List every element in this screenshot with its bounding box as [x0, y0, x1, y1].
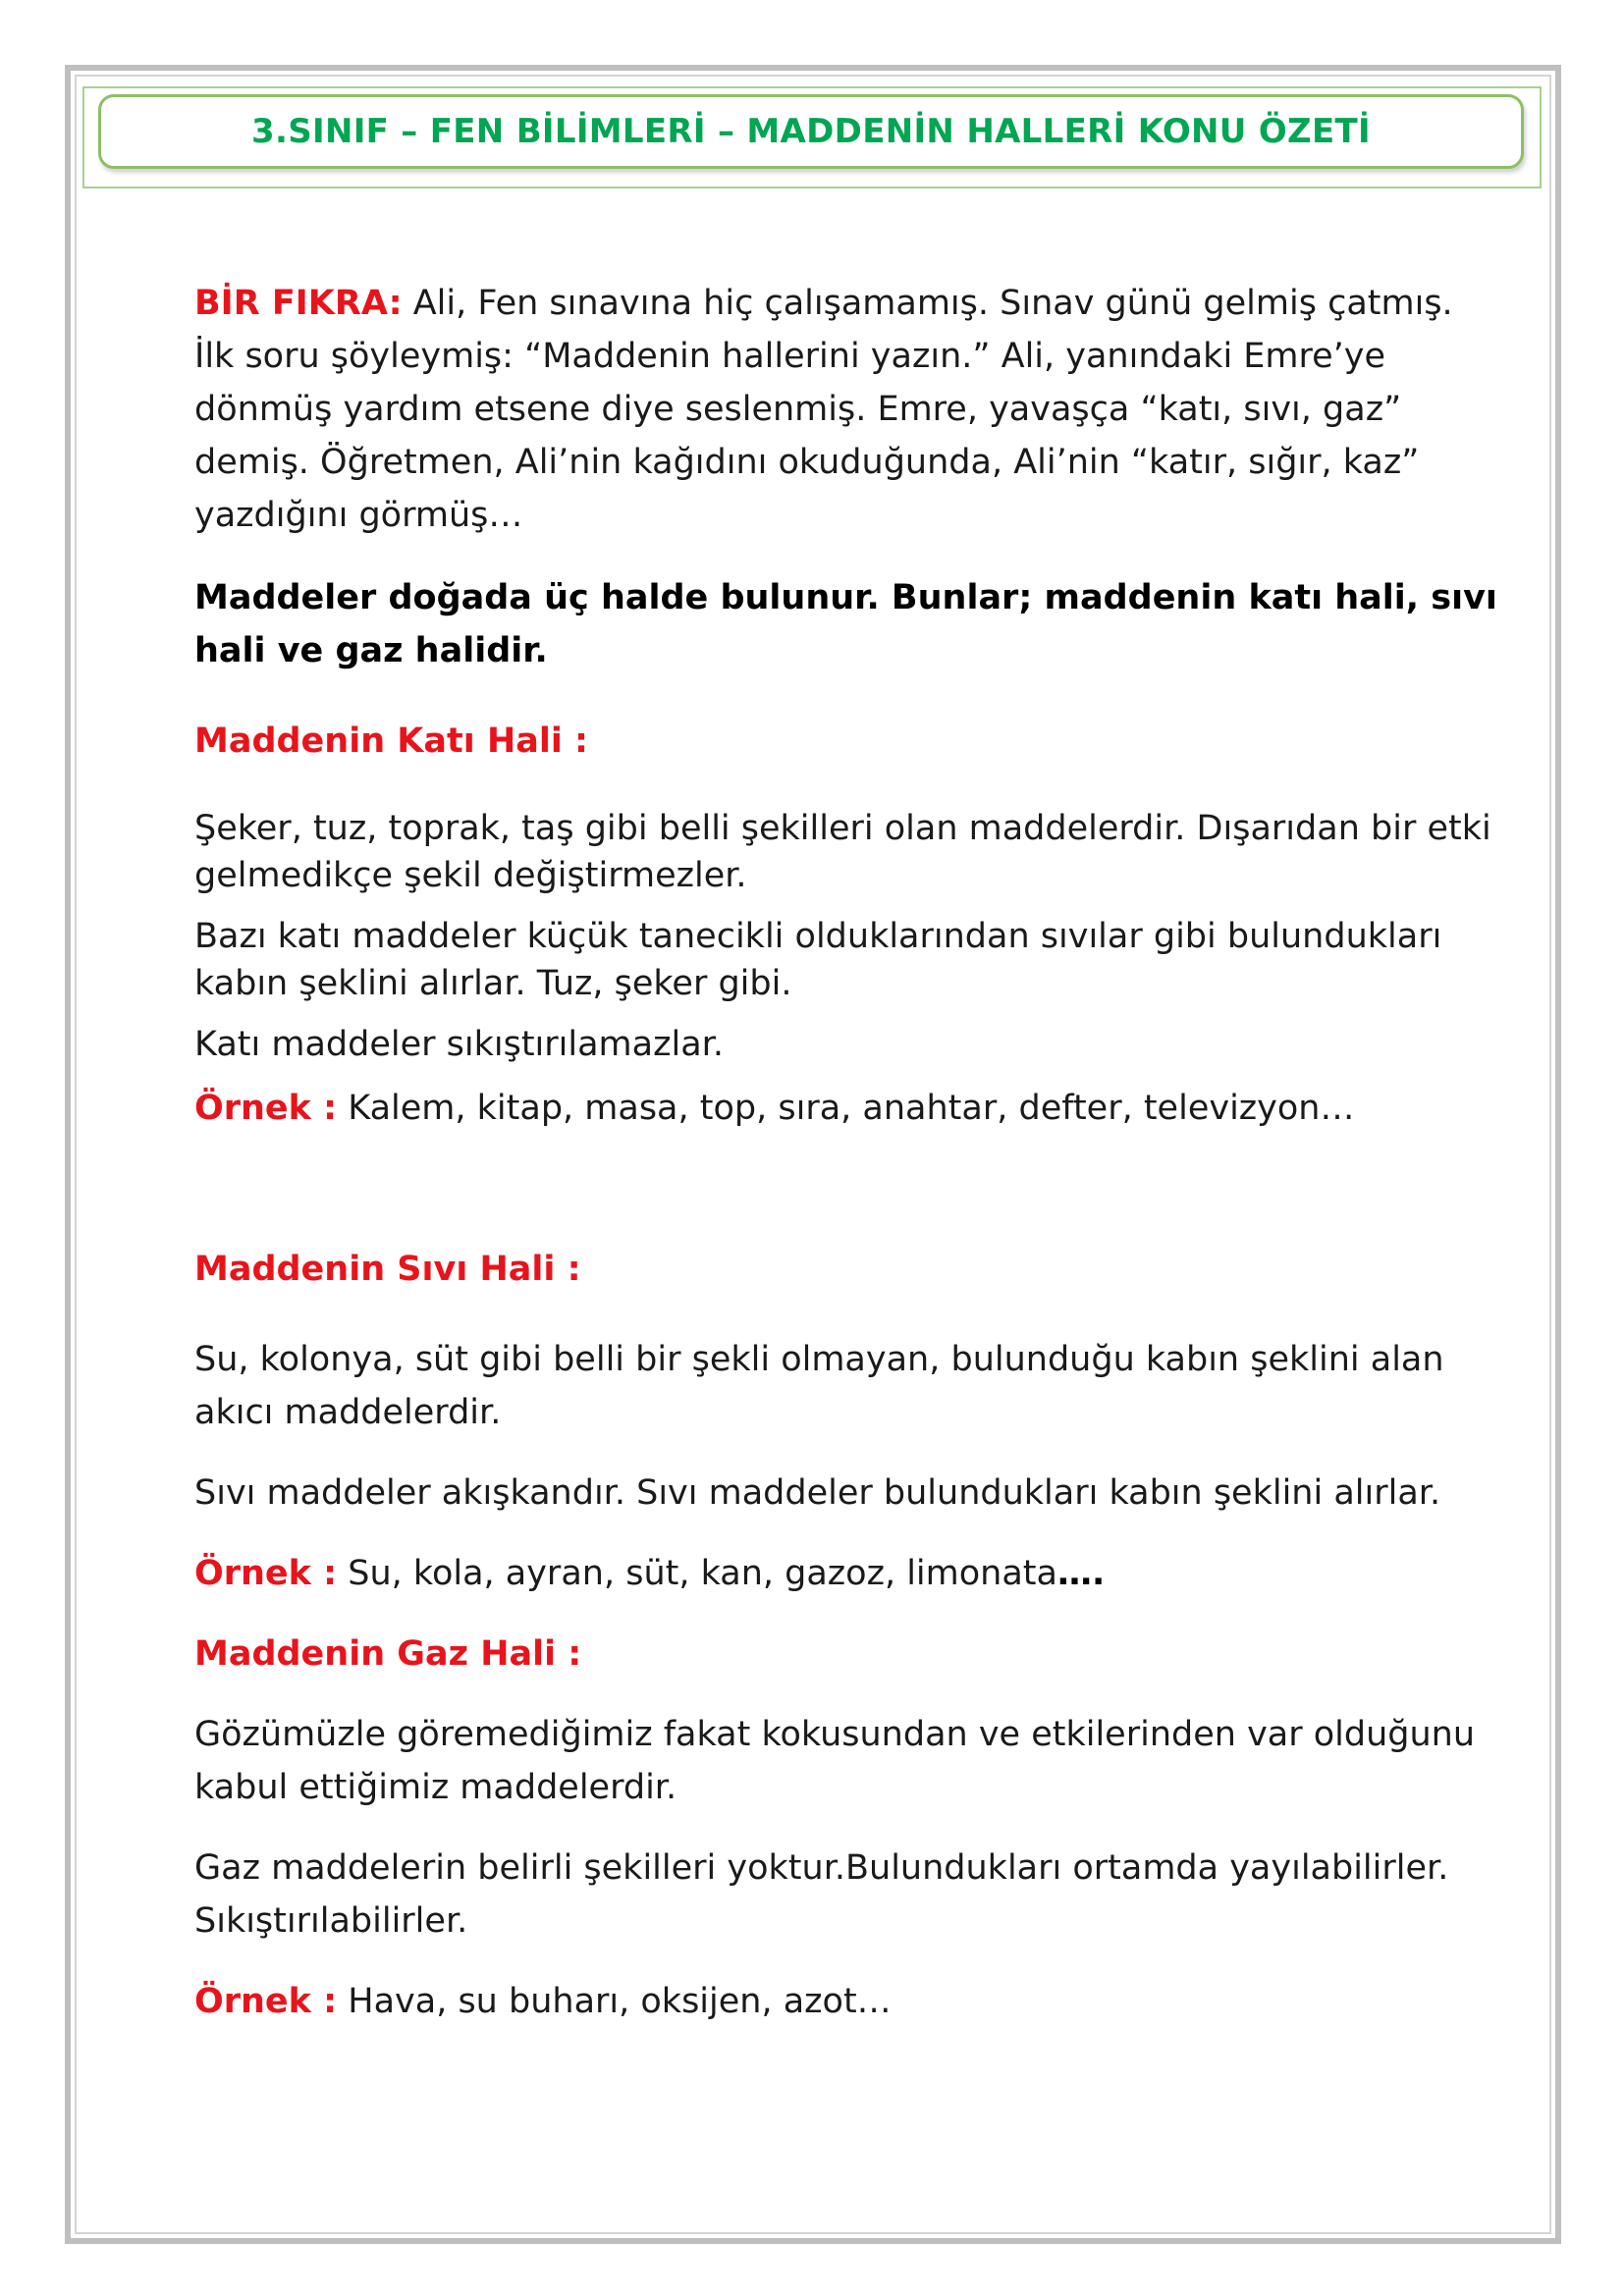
gas-example-label: Örnek :	[194, 1982, 338, 2021]
gas-heading: Maddenin Gaz Hali :	[194, 1634, 582, 1674]
fikra-label: BİR FIKRA:	[194, 284, 403, 323]
gas-paragraph-1: Gözümüzle göremediğimiz fakat kokusundan ve etkilerinden var olduğunu kabul ettiğimiz maddelerdir.	[194, 1715, 1476, 1807]
document-body	[194, 277, 1500, 2028]
liquid-paragraph-2: Sıvı maddeler akışkandır. Sıvı maddeler bulundukları kabın şeklini alırlar.	[194, 1473, 1441, 1513]
gas-paragraph-2: Gaz maddelerin belirli şekilleri yoktur.Bulundukları ortamda yayılabilirler. Sıkıştırılabilirler.	[194, 1848, 1449, 1941]
solid-example-text: Kalem, kitap, masa, top, sıra, anahtar, defter, televizyon…	[337, 1089, 1355, 1128]
solid-paragraph-1: Şeker, tuz, toprak, taş gibi belli şekilleri olan maddelerdir. Dışarıdan bir etki gelmedikçe şekil değiştirmezler.	[194, 809, 1491, 895]
fikra-paragraph	[194, 277, 1500, 542]
gas-example-text: Hava, su buharı, oksijen, azot…	[337, 1982, 892, 2021]
liquid-example-text: Su, kola, ayran, süt, kan, gazoz, limonata	[337, 1554, 1057, 1593]
gas-example	[194, 1975, 1500, 2028]
liquid-paragraph-1: Su, kolonya, süt gibi belli bir şekli olmayan, bulunduğu kabın şeklini alan akıcı maddelerdir.	[194, 1340, 1444, 1432]
liquid-example-tail: ….	[1056, 1554, 1106, 1593]
liquid-example	[194, 1547, 1500, 1600]
solid-example	[194, 1082, 1500, 1135]
solid-heading: Maddenin Katı Hali :	[194, 721, 589, 761]
solid-example-label: Örnek :	[194, 1089, 338, 1128]
header-banner	[98, 94, 1524, 169]
fikra-text: Ali, Fen sınavına hiç çalışamamış. Sınav günü gelmiş çatmış. İlk soru şöyleymiş: “Maddenin hallerini yazın.” Ali, yanındaki Emre’ye dönmüş yardım etsene diye seslenmiş. Emre, yavaşça “katı, sıvı, gaz” demiş. Öğretmen, Ali’nin kağıdını okuduğunda, Ali’nin “katır, sığır, kaz” yazdığını görmüş…	[194, 284, 1453, 535]
intro-paragraph: Maddeler doğada üç halde bulunur. Bunlar; maddenin katı hali, sıvı hali ve gaz halidir.	[194, 578, 1497, 670]
page-title: 3.SINIF – FEN BİLİMLERİ – MADDENİN HALLERİ KONU ÖZETİ	[251, 112, 1371, 151]
solid-paragraph-3: Katı maddeler sıkıştırılamazlar.	[194, 1025, 724, 1064]
liquid-example-label: Örnek :	[194, 1554, 338, 1593]
liquid-heading: Maddenin Sıvı Hali :	[194, 1250, 581, 1289]
solid-paragraph-2: Bazı katı maddeler küçük tanecikli olduklarından sıvılar gibi bulundukları kabın şeklini alırlar. Tuz, şeker gibi.	[194, 917, 1442, 1003]
